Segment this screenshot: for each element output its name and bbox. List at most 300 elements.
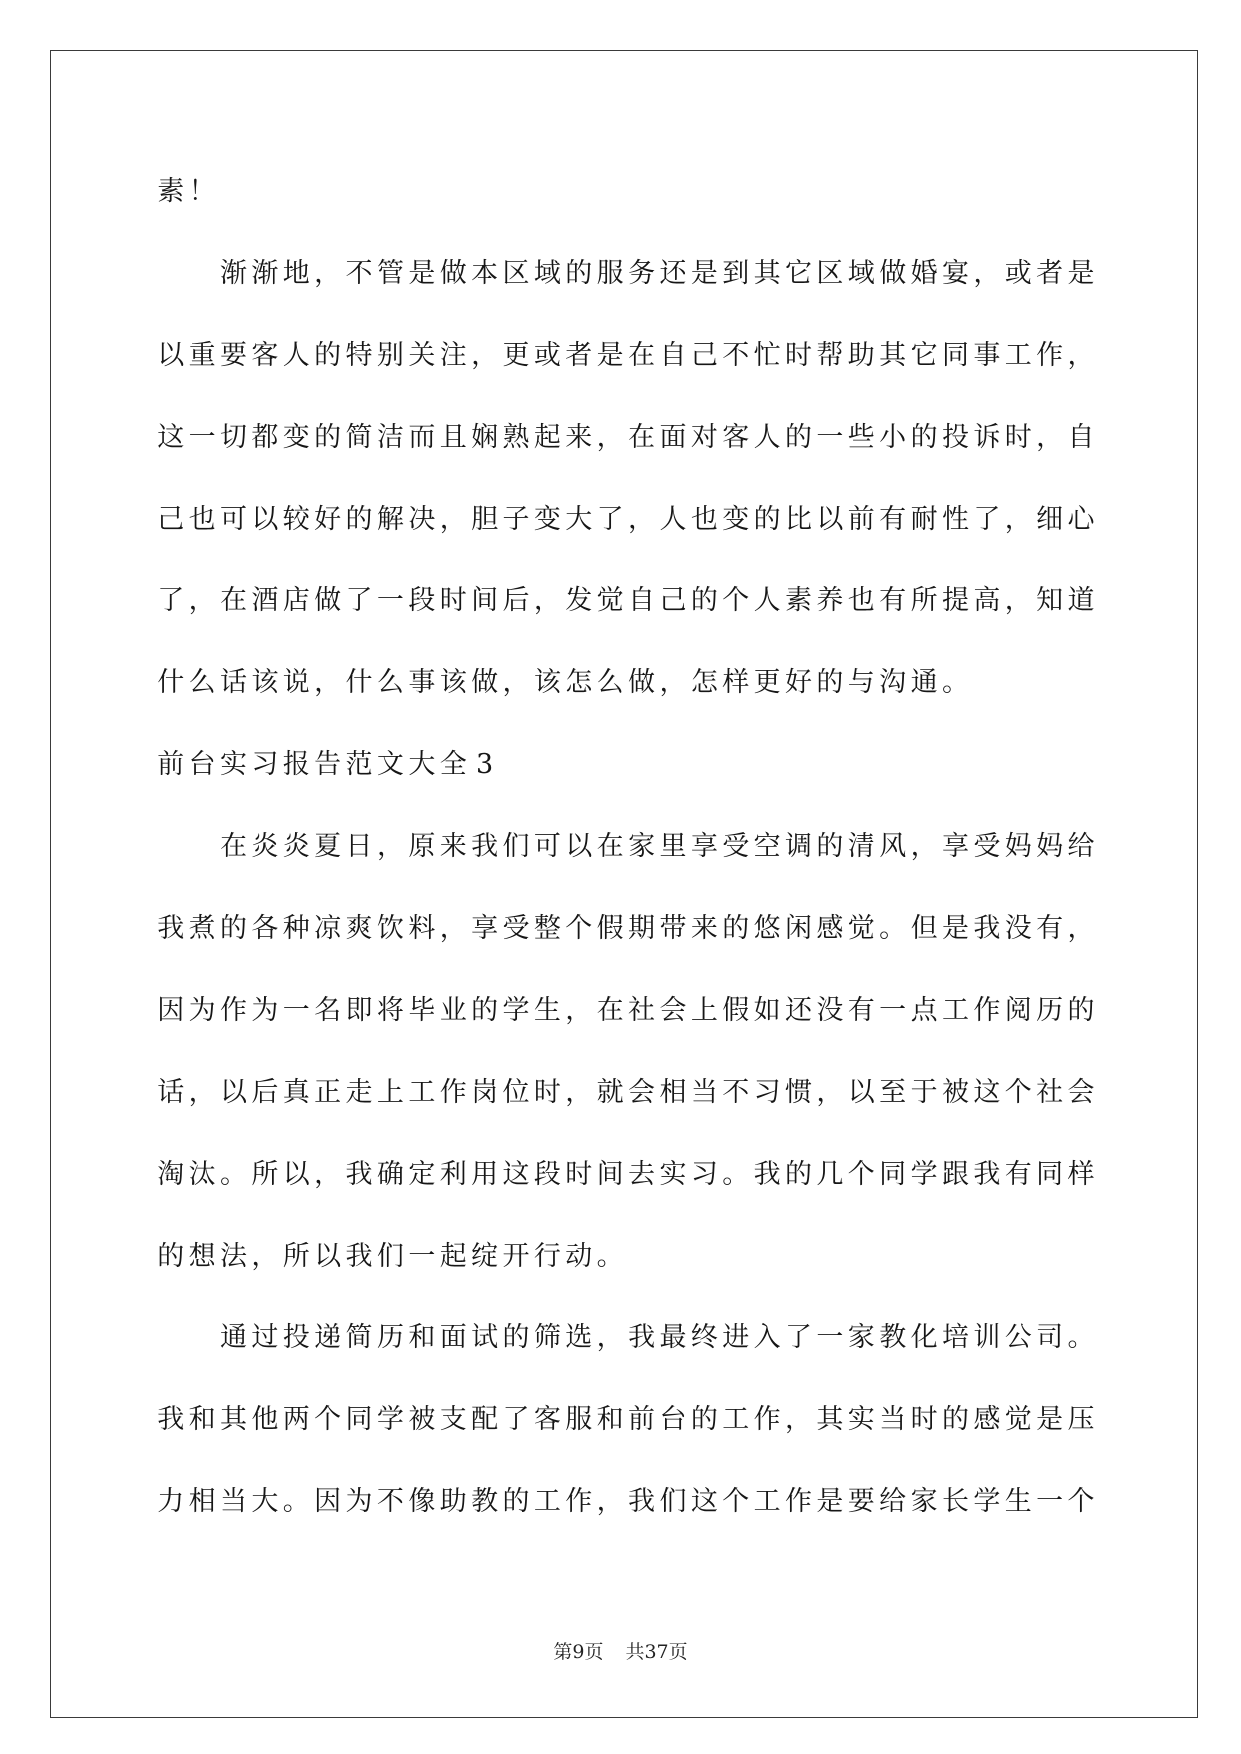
footer-total-pages: 共37页 — [625, 1641, 688, 1663]
text-char: 利 — [439, 1158, 467, 1190]
text-char: 。 — [722, 1158, 750, 1190]
text-char: 么 — [596, 667, 624, 699]
text-char: 工 — [722, 1404, 750, 1436]
text-char: 习 — [753, 1076, 781, 1108]
text-char: ， — [565, 994, 593, 1026]
text-char: ， — [596, 1486, 624, 1518]
text-char: 什 — [345, 667, 373, 699]
text-char: 个 — [1067, 1486, 1095, 1518]
text-char: 它 — [910, 339, 938, 371]
text-char: 我 — [471, 831, 499, 863]
text-char: 素 — [157, 176, 185, 207]
text-char: 当 — [879, 1404, 907, 1436]
text-char: 以 — [251, 503, 279, 535]
text-char: 是 — [1036, 1404, 1064, 1436]
text-char: 么 — [188, 667, 216, 699]
text-char: ， — [596, 1322, 624, 1354]
text-char: 婚 — [910, 257, 938, 289]
text-char: 是 — [408, 257, 436, 289]
text-char: 己 — [690, 339, 718, 371]
text-char: 区 — [502, 257, 530, 289]
text-char: ， — [533, 585, 561, 617]
text-char: 别 — [376, 339, 404, 371]
text-char: 我 — [973, 1158, 1001, 1190]
text-char: 素 — [785, 585, 812, 617]
text-char: 做 — [314, 585, 342, 617]
text-char: 的 — [816, 831, 844, 863]
text-char: 段 — [408, 585, 436, 617]
text-char: 一 — [879, 994, 907, 1026]
text-char: 选 — [565, 1322, 593, 1354]
text-char: 了 — [785, 1322, 813, 1354]
text-char: 。 — [596, 1240, 624, 1272]
text-char: 更 — [502, 339, 530, 371]
text-char: 生 — [533, 994, 561, 1026]
text-char: 前 — [157, 749, 185, 781]
text-char: 了 — [596, 503, 624, 535]
text-char: ， — [1004, 585, 1032, 617]
text-char: 帮 — [816, 339, 844, 371]
text-char: 客 — [533, 1404, 561, 1436]
text-char: 做 — [628, 667, 656, 699]
text-char: 对 — [690, 421, 718, 453]
text-char: 通 — [219, 1322, 247, 1354]
text-char: 开 — [502, 1240, 530, 1272]
text-char: ， — [188, 585, 216, 617]
text-char: ， — [628, 503, 656, 535]
text-char: 人 — [753, 585, 781, 617]
text-char: 确 — [376, 1158, 404, 1190]
text-char: ， — [1067, 913, 1095, 945]
text-char: 发 — [565, 585, 593, 617]
text-char: ， — [314, 1158, 342, 1190]
text-char: 该 — [439, 667, 467, 699]
section-heading — [155, 724, 1097, 806]
text-char: ， — [1067, 339, 1095, 371]
text-char: 所 — [251, 1158, 279, 1190]
text-char: 两 — [282, 1404, 310, 1436]
text-char: 的 — [690, 1404, 718, 1436]
text-char: 大 — [565, 503, 593, 535]
text-char: 受 — [722, 831, 750, 863]
text-char: 忙 — [753, 339, 781, 371]
text-char: 工 — [1004, 339, 1032, 371]
paragraph-line — [155, 1134, 1097, 1216]
text-char: 假 — [596, 913, 624, 945]
text-char: 是 — [941, 913, 969, 945]
text-char: 公 — [1004, 1322, 1032, 1354]
text-char: 相 — [188, 1486, 216, 1518]
text-char: 递 — [314, 1322, 342, 1354]
document-body — [155, 151, 1097, 1543]
text-char: 一 — [816, 1322, 844, 1354]
text-char: 种 — [282, 913, 310, 945]
text-char: 为 — [345, 1486, 373, 1518]
text-char: 知 — [1036, 585, 1064, 617]
text-char: 这 — [690, 1486, 718, 1518]
paragraph-line — [155, 233, 1097, 315]
text-char: 的 — [157, 1240, 185, 1272]
text-char: 岗 — [471, 1076, 499, 1108]
text-char: 胆 — [471, 503, 499, 535]
text-char: ， — [376, 831, 404, 863]
text-char: 和 — [408, 1322, 436, 1354]
text-char: 的 — [785, 1158, 812, 1190]
text-char: 所 — [910, 585, 938, 617]
text-char: 实 — [659, 1158, 687, 1190]
text-char: 个 — [1004, 1076, 1032, 1108]
paragraph-line — [155, 970, 1097, 1052]
footer-page-number: 第9页 — [553, 1641, 604, 1663]
text-char: 该 — [533, 667, 561, 699]
text-char: 宴 — [941, 257, 969, 289]
text-char: 。 — [941, 667, 969, 699]
text-char: 用 — [471, 1158, 499, 1190]
text-char: 范 — [345, 749, 373, 781]
text-char: 业 — [439, 994, 467, 1026]
text-char: 煮 — [188, 913, 216, 945]
text-char: 重 — [188, 339, 216, 371]
text-char: 作 — [565, 1486, 593, 1518]
text-char: 作 — [785, 1486, 812, 1518]
text-char: 这 — [973, 1076, 1001, 1108]
text-char: 的 — [1067, 994, 1095, 1026]
text-char: 享 — [471, 913, 499, 945]
text-char: 样 — [722, 667, 750, 699]
text-char: 也 — [188, 503, 216, 535]
text-char: 己 — [157, 503, 185, 535]
text-char: 其 — [219, 1404, 247, 1436]
text-char: 地 — [282, 257, 310, 289]
text-char: 个 — [565, 913, 593, 945]
text-char: 阅 — [1004, 994, 1032, 1026]
text-char: 我 — [157, 1404, 185, 1436]
text-char: 因 — [314, 1486, 342, 1518]
text-char: 什 — [157, 667, 185, 699]
text-char: 。 — [219, 1158, 247, 1190]
text-char: 正 — [314, 1076, 342, 1108]
text-char: 历 — [1036, 994, 1064, 1026]
text-char: 还 — [659, 257, 687, 289]
text-char: 了 — [973, 503, 1001, 535]
text-char: 在 — [219, 585, 247, 617]
text-char: 时 — [439, 585, 467, 617]
text-char: 法 — [219, 1240, 247, 1272]
text-char: ！ — [188, 176, 216, 207]
text-char: ， — [565, 1076, 593, 1108]
paragraph — [155, 1297, 1097, 1543]
paragraph-line — [155, 888, 1097, 970]
paragraph-line — [155, 315, 1097, 397]
text-char: 被 — [941, 1076, 969, 1108]
text-char: 实 — [219, 749, 247, 781]
text-char: 了 — [157, 585, 185, 617]
text-char: 清 — [847, 831, 875, 863]
text-char: 悠 — [753, 913, 781, 945]
text-char: 好 — [314, 503, 342, 535]
text-char: 一 — [376, 585, 404, 617]
paragraph-line — [155, 1461, 1097, 1543]
text-char: 炎 — [282, 831, 310, 863]
text-char: 的 — [314, 339, 342, 371]
text-char: 变 — [282, 421, 310, 453]
text-char: 一 — [282, 994, 310, 1026]
text-char: 前 — [628, 1404, 656, 1436]
text-char: 跟 — [941, 1158, 969, 1190]
text-char: 力 — [157, 1486, 185, 1518]
text-char: 学 — [376, 1404, 404, 1436]
text-char: 特 — [345, 339, 373, 371]
text-char: 面 — [659, 421, 687, 453]
text-char: 小 — [879, 421, 907, 453]
text-char: 我 — [973, 913, 1001, 945]
text-char: 几 — [816, 1158, 844, 1190]
text-char: 。 — [282, 1486, 310, 1518]
text-char: 同 — [941, 339, 969, 371]
text-char: 我 — [753, 1158, 781, 1190]
text-char: 我 — [628, 1322, 656, 1354]
text-char: 我 — [345, 1240, 373, 1272]
text-char: 熟 — [502, 421, 530, 453]
text-char: 各 — [251, 913, 279, 945]
text-char: 个 — [722, 1486, 750, 1518]
text-char: 做 — [439, 257, 467, 289]
text-char: 前 — [847, 503, 875, 535]
text-char: 本 — [471, 257, 499, 289]
text-char: 自 — [659, 339, 687, 371]
text-char: 怎 — [565, 667, 593, 699]
text-char: 动 — [565, 1240, 593, 1272]
text-char: 要 — [219, 339, 247, 371]
text-char: 配 — [471, 1404, 499, 1436]
text-char: 料 — [408, 913, 436, 945]
text-char: 全 — [439, 749, 467, 781]
text-char: 性 — [941, 503, 969, 535]
text-char: ， — [314, 667, 342, 699]
text-char: 过 — [251, 1322, 279, 1354]
text-char: 给 — [1067, 831, 1095, 863]
text-char: 的 — [471, 994, 499, 1026]
text-char: 酒 — [251, 585, 279, 617]
text-char: 凉 — [314, 913, 342, 945]
text-char: 它 — [785, 257, 813, 289]
text-char: 的 — [910, 421, 938, 453]
text-char: 淘 — [157, 1158, 185, 1190]
text-char: 在 — [628, 421, 656, 453]
text-char: 耐 — [910, 503, 938, 535]
text-char: 些 — [847, 421, 875, 453]
text-char: ， — [910, 831, 938, 863]
text-char: 该 — [251, 667, 279, 699]
text-char: 间 — [471, 585, 499, 617]
text-char: 人 — [753, 421, 781, 453]
text-char: 如 — [753, 994, 781, 1026]
text-char: 的 — [314, 421, 342, 453]
text-char: 的 — [816, 667, 844, 699]
text-char: 作 — [219, 994, 247, 1026]
text-char: 觉 — [847, 913, 875, 945]
text-char: 名 — [314, 994, 342, 1026]
text-char: 简 — [345, 421, 373, 453]
text-char: 被 — [408, 1404, 436, 1436]
text-char: 做 — [471, 667, 499, 699]
text-char: 风 — [879, 831, 907, 863]
text-char: 高 — [973, 585, 1001, 617]
text-char: 较 — [282, 503, 310, 535]
text-char: 感 — [973, 1404, 1001, 1436]
text-char: 其 — [879, 339, 907, 371]
text-char: 事 — [408, 667, 436, 699]
text-char: 其 — [753, 257, 781, 289]
text-char: 解 — [376, 503, 404, 535]
text-char: 有 — [847, 994, 875, 1026]
text-char: 这 — [502, 1158, 530, 1190]
text-char: ， — [1004, 503, 1032, 535]
text-char: 所 — [282, 1240, 310, 1272]
paragraph-line — [155, 1379, 1097, 1461]
text-char: ， — [188, 1076, 216, 1108]
text-char: 受 — [502, 913, 530, 945]
text-char: 工 — [533, 1486, 561, 1518]
text-char: 一 — [816, 421, 844, 453]
text-char: 以 — [847, 1076, 875, 1108]
text-char: 妈 — [1036, 831, 1064, 863]
text-char: 试 — [471, 1322, 499, 1354]
text-char: 简 — [345, 1322, 373, 1354]
text-char: 学 — [910, 1158, 938, 1190]
text-char: 工 — [753, 1486, 781, 1518]
text-char: 期 — [628, 913, 656, 945]
text-char: ， — [439, 503, 467, 535]
paragraph-line — [155, 1052, 1097, 1134]
text-char: 假 — [722, 994, 750, 1026]
text-char: 者 — [1036, 257, 1064, 289]
text-char: 文 — [376, 749, 404, 781]
text-char: 感 — [816, 913, 844, 945]
text-char: 们 — [659, 1486, 687, 1518]
text-char: 娴 — [471, 421, 499, 453]
text-char: 道 — [1067, 585, 1095, 617]
text-char: 更 — [753, 667, 781, 699]
text-char: 务 — [628, 257, 656, 289]
text-char: 因 — [157, 994, 185, 1026]
text-char: 助 — [847, 339, 875, 371]
text-char: 至 — [879, 1076, 907, 1108]
text-char: 毕 — [408, 994, 436, 1026]
text-char: 的 — [502, 1322, 530, 1354]
text-char: 变 — [722, 503, 750, 535]
text-char: 为 — [251, 994, 279, 1026]
text-char: 炎 — [251, 831, 279, 863]
text-char: 享 — [690, 831, 718, 863]
text-char: 。 — [1067, 1322, 1095, 1354]
text-char: 台 — [659, 1404, 687, 1436]
text-char: 一 — [188, 421, 216, 453]
text-char: 学 — [973, 1486, 1001, 1518]
text-char: 爽 — [345, 913, 373, 945]
text-char: 告 — [314, 749, 342, 781]
text-char: 做 — [879, 257, 907, 289]
text-char: 的 — [565, 257, 593, 289]
text-char: 服 — [596, 257, 624, 289]
text-char: 相 — [659, 1076, 687, 1108]
text-char: 3 — [476, 749, 494, 781]
text-char: 上 — [690, 994, 718, 1026]
text-char: 长 — [941, 1486, 969, 1518]
text-char: 变 — [533, 503, 561, 535]
text-char: 到 — [722, 257, 750, 289]
text-char: 将 — [376, 994, 404, 1026]
text-char: 最 — [659, 1322, 687, 1354]
text-char: 切 — [219, 421, 247, 453]
text-char: 不 — [376, 1486, 404, 1518]
text-char: 的 — [502, 1486, 530, 1518]
paragraph — [155, 233, 1097, 724]
text-char: 通 — [910, 667, 938, 699]
text-char: ， — [314, 257, 342, 289]
text-char: 就 — [596, 1076, 624, 1108]
text-char: 可 — [219, 503, 247, 535]
text-char: 诉 — [973, 421, 1001, 453]
text-char: 比 — [785, 503, 812, 535]
text-char: ， — [596, 421, 624, 453]
text-char: 客 — [251, 339, 279, 371]
text-char: 像 — [408, 1486, 436, 1518]
text-char: 事 — [973, 339, 1001, 371]
paragraph-line — [155, 806, 1097, 888]
text-char: 会 — [1067, 1076, 1095, 1108]
page-footer — [0, 1640, 1241, 1664]
text-char: 筛 — [533, 1322, 561, 1354]
text-char: 还 — [785, 994, 812, 1026]
text-char: 以 — [219, 1076, 247, 1108]
text-char: 好 — [785, 667, 812, 699]
text-char: 是 — [1067, 257, 1095, 289]
text-char: 习 — [251, 749, 279, 781]
text-char: 以 — [565, 831, 593, 863]
text-char: 闲 — [785, 913, 812, 945]
text-char: 妈 — [1004, 831, 1032, 863]
text-char: 的 — [690, 585, 718, 617]
text-char: 细 — [1036, 503, 1064, 535]
paragraph-line — [155, 560, 1097, 642]
text-char: 的 — [941, 1404, 969, 1436]
text-char: ， — [973, 257, 1001, 289]
text-char: 给 — [879, 1486, 907, 1518]
text-char: 在 — [596, 994, 624, 1026]
text-char: 司 — [1036, 1322, 1064, 1354]
text-char: 区 — [816, 257, 844, 289]
text-char: 位 — [502, 1076, 530, 1108]
text-char: 沟 — [879, 667, 907, 699]
text-char: 的 — [722, 913, 750, 945]
text-char: 也 — [690, 503, 718, 535]
paragraph — [155, 806, 1097, 1297]
text-char: 面 — [439, 1322, 467, 1354]
text-char: 调 — [785, 831, 813, 863]
text-char: 不 — [722, 339, 750, 371]
text-char: 和 — [188, 1404, 216, 1436]
text-char: 家 — [628, 831, 656, 863]
text-char: 但 — [910, 913, 938, 945]
text-char: 带 — [659, 913, 687, 945]
text-char: 的 — [785, 421, 812, 453]
text-char: 进 — [722, 1322, 750, 1354]
text-char: 段 — [533, 1158, 561, 1190]
text-char: 们 — [376, 1240, 404, 1272]
paragraph-line — [155, 397, 1097, 479]
text-char: 真 — [282, 1076, 310, 1108]
